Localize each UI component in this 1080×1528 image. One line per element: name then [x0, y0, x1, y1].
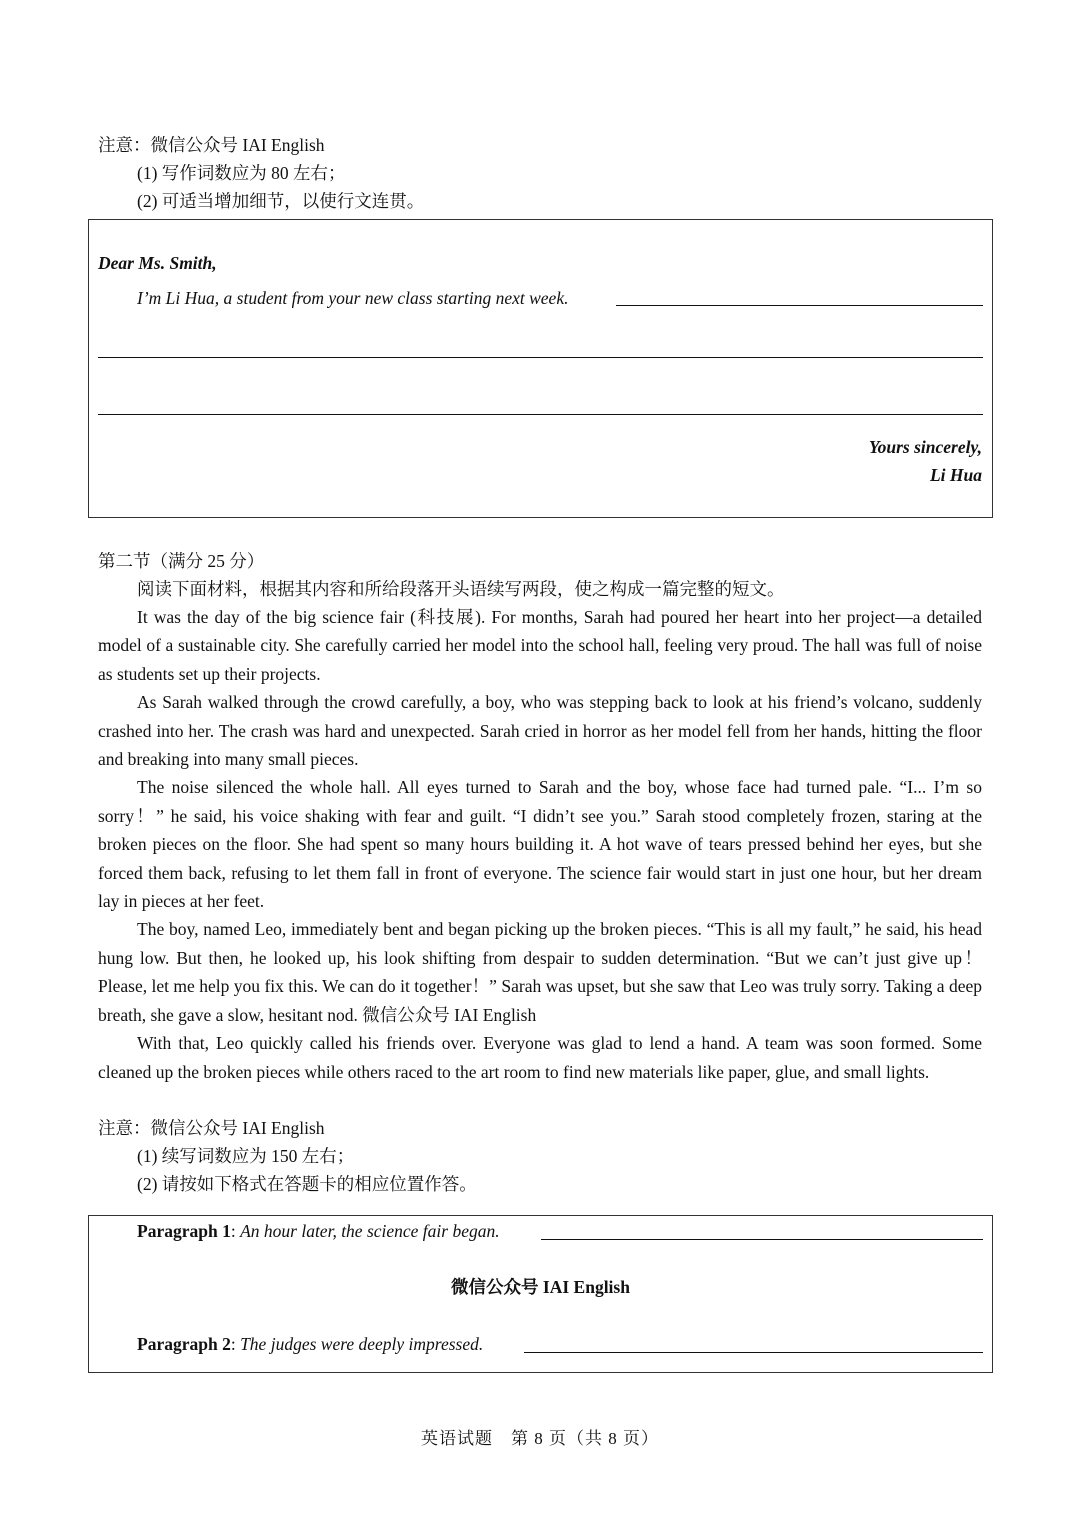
notice-item-1: (1) 写作词数应为 80 左右；: [137, 163, 346, 183]
answer-line-2[interactable]: [98, 357, 983, 358]
notice-item-2: (2) 可适当增加细节，以使行文连贯。: [137, 191, 425, 211]
paragraph-1-text: An hour later, the science fair began.: [240, 1221, 500, 1241]
paragraph-2-label: Paragraph 2: [137, 1334, 231, 1354]
paragraph-1-line[interactable]: [541, 1239, 983, 1240]
passage-paragraph: It was the day of the big science fair (科技展). For months, Sarah had poured her heart into her project—a detailed model of a sustainable city. She carefully carried her model into the school hall, feeling very proud. The hall was full of noise as students set up their projects.: [98, 607, 982, 684]
letter-salutation: Dear Ms. Smith,: [98, 253, 217, 273]
answer-line-1[interactable]: [616, 305, 983, 306]
notice2-item-1: (1) 续写词数应为 150 左右；: [137, 1146, 355, 1166]
letter-opening: I’m Li Hua, a student from your new class starting next week.: [137, 288, 569, 308]
passage-paragraph: As Sarah walked through the crowd carefully, a boy, who was stepping back to look at his friend’s volcano, suddenly crashed into her. The crash was hard and unexpected. Sarah cried in horror as her model fell from her hands, hitting the floor and breaking into many small pieces.: [98, 692, 982, 770]
answer-line-3[interactable]: [98, 414, 983, 415]
section-instruction: 阅读下面材料，根据其内容和所给段落开头语续写两段，使之构成一篇完整的短文。: [137, 579, 785, 599]
reading-passage: [98, 603, 1000, 1086]
passage-paragraph: The noise silenced the whole hall. All eyes turned to Sarah and the boy, whose face had turned pale. “I... I’m so sorry！” he said, his voice shaking with fear and guilt. “I didn’t see you.” Sarah stood completely frozen, staring at the broken pieces on the floor. She had spent so many hours building it. A hot wave of tears pressed behind her eyes, but she forced them back, refusing to let them fall in front of everyone. The science fair would start in just one hour, but her dream lay in pieces at her feet.: [98, 777, 982, 912]
passage-paragraph: The boy, named Leo, immediately bent and began picking up the broken pieces. “This is all my fault,” he said, his head hung low. But then, he looked up, his look shifting from despair to sudden determination. “But we can’t just give up！ Please, let me help you fix this. We can do it together！” Sarah was upset, but she saw that Leo was truly sorry. Taking a deep breath, she gave a slow, hesitant nod. 微信公众号 IAI English: [98, 919, 1000, 1025]
letter-closing: Yours sincerely,: [868, 437, 982, 457]
letter-box: [88, 219, 993, 518]
answer-format-box: [88, 1215, 993, 1373]
notice2-heading: 注意：微信公众号 IAI English: [98, 1118, 325, 1138]
letter-signature: Li Hua: [929, 465, 982, 485]
section-title: 第二节（满分 25 分）: [98, 551, 265, 571]
passage-paragraph: With that, Leo quickly called his friends over. Everyone was glad to lend a hand. A team was soon formed. Some cleaned up the broken pieces while others raced to the art room to find new materials like paper, glue, and small lights.: [98, 1033, 982, 1082]
page-footer: 英语试题 第 8 页（共 8 页）: [421, 1429, 659, 1448]
paragraph-2-line[interactable]: [524, 1352, 983, 1353]
paragraph-1-label: Paragraph 1: [137, 1221, 231, 1241]
notice2-item-2: (2) 请按如下格式在答题卡的相应位置作答。: [137, 1174, 477, 1194]
notice-heading: 注意：微信公众号 IAI English: [98, 135, 325, 155]
paragraph-2-text: The judges were deeply impressed.: [240, 1334, 484, 1354]
paragraph-1-prompt: Paragraph 1: An hour later, the science fair began.: [137, 1221, 500, 1241]
paragraph-2-prompt: Paragraph 2: The judges were deeply impressed.: [137, 1334, 484, 1354]
watermark-text: 微信公众号 IAI English: [451, 1277, 630, 1297]
